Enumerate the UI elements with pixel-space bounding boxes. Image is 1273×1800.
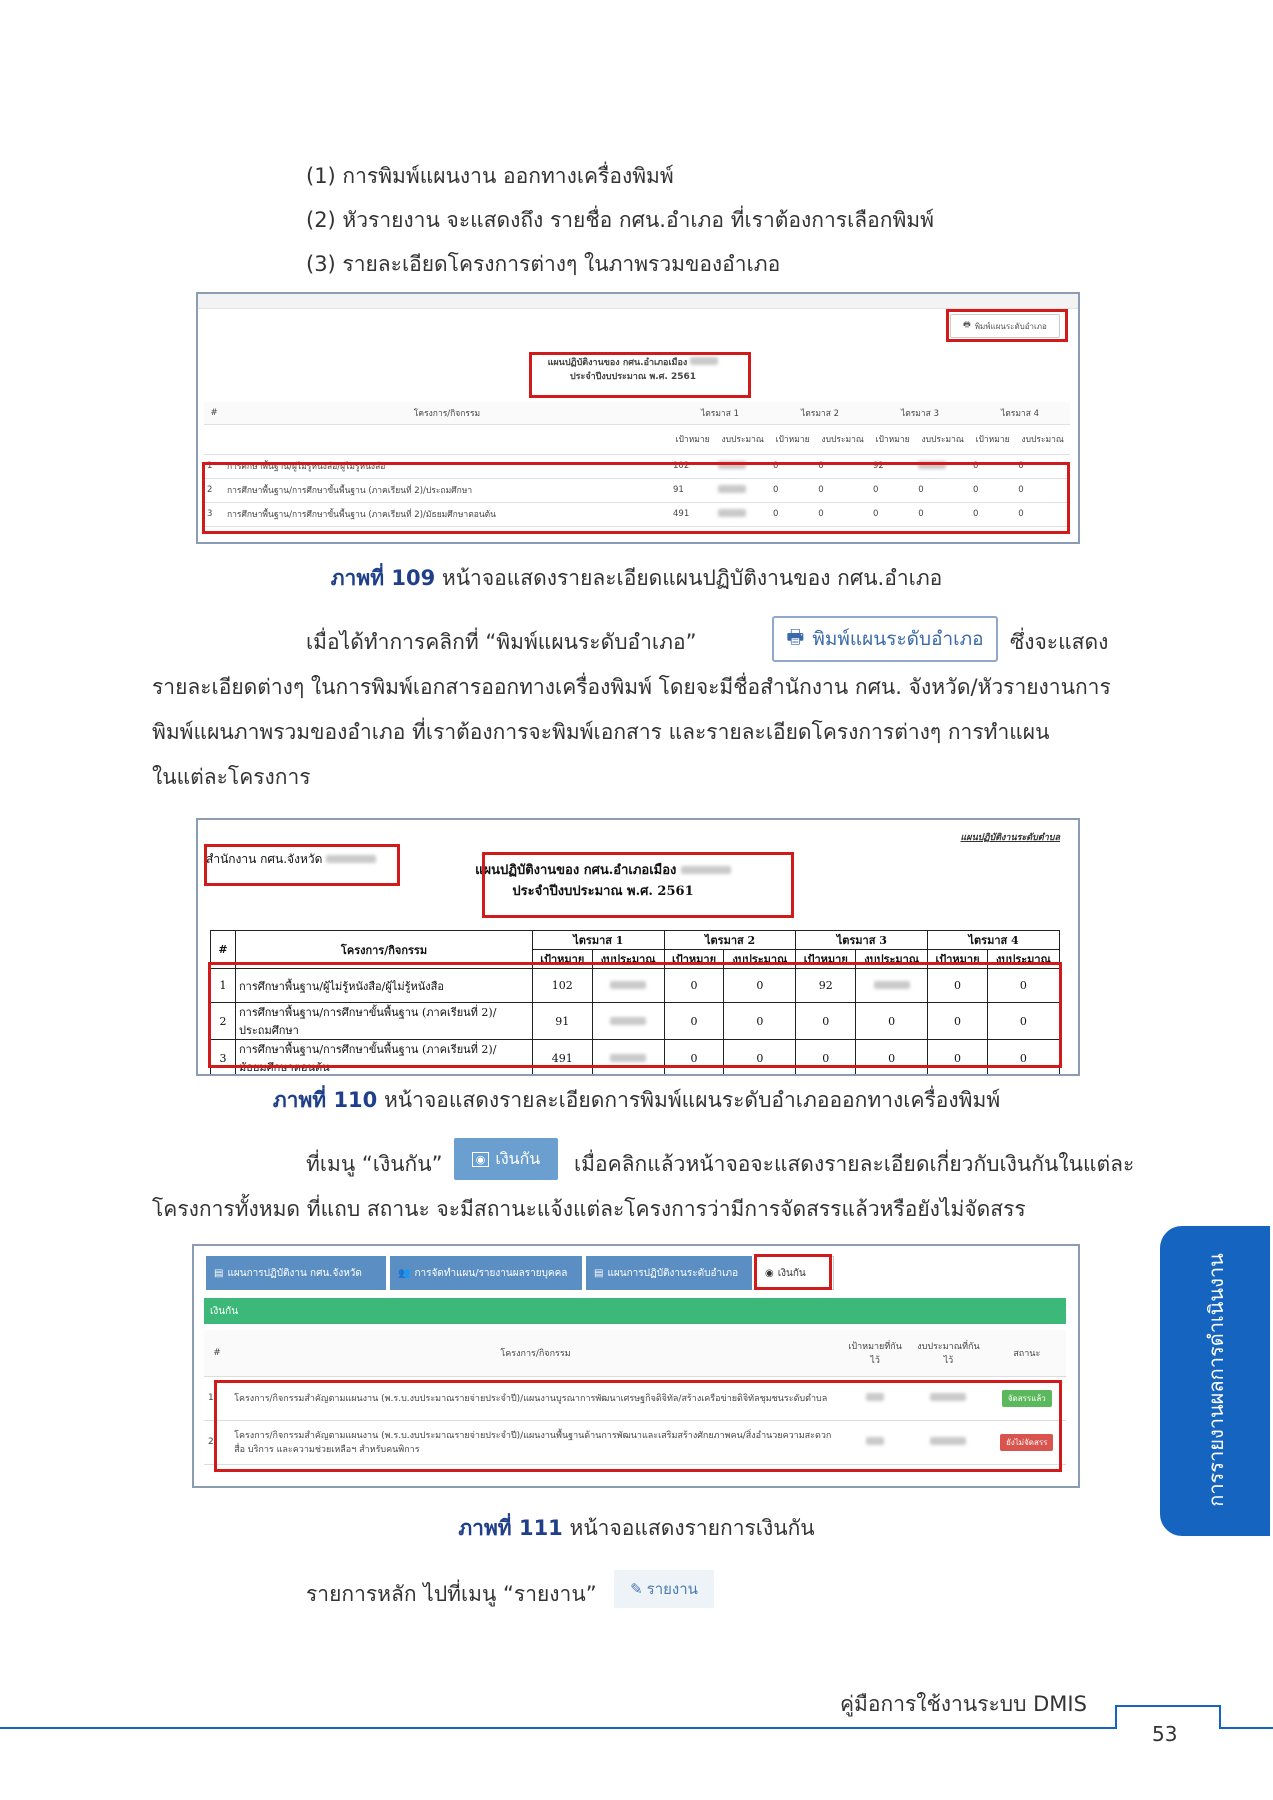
money-icon: ◉ bbox=[472, 1152, 490, 1167]
table-row: 1 การศึกษาพื้นฐาน/ผู้ไม่รู้หนังสือ/ผู้ไม่รู้หนังสือ 102 0 0 92 0 0 bbox=[211, 969, 1060, 1003]
pencil-icon: ✎ bbox=[630, 1580, 643, 1598]
para1-line4: ในแต่ละโครงการ bbox=[152, 765, 311, 789]
status-badge: ยังไม่จัดสรร bbox=[1000, 1434, 1053, 1451]
fig109-header-line2: ประจำปีงบประมาณ พ.ศ. 2561 bbox=[569, 372, 697, 382]
fig109-header-line1: แผนปฏิบัติงานของ กศน.อำเภอเมือง bbox=[498, 356, 768, 370]
print-plan-inline-button[interactable]: 🖶 พิมพ์แผนระดับอำเภอ bbox=[772, 616, 998, 662]
para1-part1: เมื่อได้ทำการคลิกที่ “พิมพ์แผนระดับอำเภอ” bbox=[306, 630, 697, 654]
para1-line3: พิมพ์แผนภาพรวมของอำเภอ ที่เราต้องการจะพิมพ์เอกสาร และรายละเอียดโครงการต่างๆ การทำแผน bbox=[152, 720, 1050, 744]
print-plan-button[interactable]: 🖶 พิมพ์แผนระดับอำเภอ bbox=[950, 314, 1060, 338]
printer-icon: 🖶 bbox=[963, 320, 971, 329]
money-icon: ◉ bbox=[765, 1267, 774, 1279]
caption-109: ภาพที่ 109 หน้าจอแสดงรายละเอียดแผนปฏิบัติงานของ กศน.อำเภอ bbox=[330, 566, 943, 590]
tab-district-plan[interactable]: ▤ แผนการปฏิบัติงานระดับอำเภอ bbox=[586, 1256, 752, 1290]
footer-title: คู่มือการใช้งานระบบ DMIS bbox=[840, 1692, 1087, 1716]
page-number: 53 bbox=[1152, 1722, 1178, 1746]
figure-110: แผนปฏิบัติงานระดับตำบล สำนักงาน กศน.จังหวัด แผนปฏิบัติงานของ กศน.อำเภอเมือง ประจำปีงบประมาณ พ.ศ. 2561 # โครงการ/กิจกรรม ไตรมาส 1 ไตรมาส 2 ไตรมาส 3 ไตรมาส 4 เป้าหมาย งบประมาณ เป้าหมาย งบประมาณ เป้าหมาย งบประมาณ เป้าหมาย งบประมาณ 1 การศึกษาพื้นฐาน/ผู้ไม่รู้หนังสือ/ผู้ไม่รู้หนังสือ 102 0 0 92 0 0 2 การศึกษาพื้นฐาน/การศึกษาขั้นพื้นฐาน (ภาคเรียนที่ 2)/ประถมศึกษา 91 0 0 0 0 0 0 3 การศึกษาพื้นฐาน/การศึกษาขั้นพื้นฐาน (ภาคเรียนที่ 2)/มัธยมศึกษาตอนต้น 491 0 0 0 0 0 0 bbox=[196, 818, 1080, 1076]
tab-province-plan[interactable]: ▤ แผนการปฏิบัติงาน กศน.จังหวัด bbox=[206, 1256, 386, 1290]
para1-part2: ซึ่งจะแสดง bbox=[1010, 630, 1109, 654]
list-item-2: (2) หัวรายงาน จะแสดงถึง รายชื่อ กศน.อำเภอ ที่เราต้องการเลือกพิมพ์ bbox=[306, 208, 934, 232]
para2-part2: เมื่อคลิกแล้วหน้าจอจะแสดงรายละเอียดเกี่ยวกับเงินกันในแต่ละ bbox=[574, 1152, 1135, 1176]
fig110-header-line2: ประจำปีงบประมาณ พ.ศ. 2561 bbox=[512, 884, 694, 899]
list-item-1: (1) การพิมพ์แผนงาน ออกทางเครื่องพิมพ์ bbox=[306, 164, 674, 188]
para1-line2: รายละเอียดต่างๆ ในการพิมพ์เอกสารออกทางเครื่องพิมพ์ โดยจะมีชื่อสำนักงาน กศน. จังหวัด/หัวรายงานการ bbox=[152, 675, 1111, 699]
side-tab-label: การรายงานผลการดำเนินงาน bbox=[1204, 1253, 1228, 1507]
table-row: 1 การศึกษาพื้นฐาน/ผู้ไม่รู้หนังสือ/ผู้ไม่รู้หนังสือ 102 0 0 92 0 0 bbox=[204, 454, 1070, 478]
caption-111: ภาพที่ 111 หน้าจอแสดงรายการเงินกัน bbox=[458, 1516, 815, 1540]
report-menu-button[interactable]: ✎ รายงาน bbox=[614, 1570, 714, 1608]
table-row: 1 โครงการ/กิจกรรมสำคัญตามแผนงาน (พ.ร.บ.งบประมาณรายจ่ายประจำปี)/แผนงานบูรณาการพัฒนาเศรษฐกิจดิจิทัล/สร้างเครือข่ายดิจิทัลชุมชนระดับตำบล จัดสรรแล้ว bbox=[204, 1376, 1066, 1420]
fig109-table: # โครงการ/กิจกรรม ไตรมาส 1 ไตรมาส 2 ไตรมาส 3 ไตรมาส 4 เป้าหมาย งบประมาณ เป้าหมาย งบประมาณ เป้าหมาย งบประมาณ เป้าหมาย งบประมาณ 1 การศึกษาพื้นฐาน/ผู้ไม่รู้หนังสือ/ผู้ไม่รู้หนังสือ 102 0 0 92 0 0 2 การศึกษาพื้นฐาน/การศึกษาขั้นพื้นฐาน (ภาคเรียนที่ 2)/ประถมศึกษา 91 0 0 0 0 0 0 3 การศึกษาพื้นฐาน/การศึกษาขั้นพื้นฐาน (ภาคเรียนที่ 2)/มัธยมศึกษาตอนต้น 491 0 0 0 0 0 0 bbox=[204, 402, 1070, 527]
para2-line2: โครงการทั้งหมด ที่แถบ สถานะ จะมีสถานะแจ้งแต่ละโครงการว่ามีการจัดสรรแล้วหรือยังไม่จัดสรร bbox=[152, 1197, 1026, 1221]
table-row: 3 การศึกษาพื้นฐาน/การศึกษาขั้นพื้นฐาน (ภาคเรียนที่ 2)/มัธยมศึกษาตอนต้น 491 0 0 0 0 0 0 bbox=[211, 1040, 1060, 1077]
table-row: 2 การศึกษาพื้นฐาน/การศึกษาขั้นพื้นฐาน (ภาคเรียนที่ 2)/ประถมศึกษา 91 0 0 0 0 0 0 bbox=[211, 1003, 1060, 1040]
tab-personal-report[interactable]: 👥 การจัดทำแผน/รายงานผลรายบุคคล bbox=[390, 1256, 582, 1290]
card-icon: ▤ bbox=[214, 1267, 224, 1279]
fig110-office: สำนักงาน กศน.จังหวัด bbox=[206, 850, 376, 869]
table-row: 2 โครงการ/กิจกรรมสำคัญตามแผนงาน (พ.ร.บ.งบประมาณรายจ่ายประจำปี)/แผนงานพื้นฐานด้านการพัฒนาและเสริมสร้างศักยภาพคน/สิ่งอำนวยความสะดวก สื่อ บริการ และความช่วยเหลือฯ สำหรับคนพิการ ยังไม่จัดสรร bbox=[204, 1420, 1066, 1464]
users-icon: 👥 bbox=[398, 1267, 411, 1279]
table-row: 3 การศึกษาพื้นฐาน/การศึกษาขั้นพื้นฐาน (ภาคเรียนที่ 2)/มัธยมศึกษาตอนต้น 491 0 0 0 0 0 0 bbox=[204, 502, 1070, 526]
fig110-table: # โครงการ/กิจกรรม ไตรมาส 1 ไตรมาส 2 ไตรมาส 3 ไตรมาส 4 เป้าหมาย งบประมาณ เป้าหมาย งบประมาณ เป้าหมาย งบประมาณ เป้าหมาย งบประมาณ 1 การศึกษาพื้นฐาน/ผู้ไม่รู้หนังสือ/ผู้ไม่รู้หนังสือ 102 0 0 92 0 0 2 การศึกษาพื้นฐาน/การศึกษาขั้นพื้นฐาน (ภาคเรียนที่ 2)/ประถมศึกษา 91 0 0 0 0 0 0 3 การศึกษาพื้นฐาน/การศึกษาขั้นพื้นฐาน (ภาคเรียนที่ 2)/มัธยมศึกษาตอนต้น 491 0 0 0 0 0 0 bbox=[210, 930, 1060, 1076]
fig110-header-line1: แผนปฏิบัติงานของ กศน.อำเภอเมือง bbox=[458, 860, 748, 881]
caption-110: ภาพที่ 110 หน้าจอแสดงรายละเอียดการพิมพ์แผนระดับอำเภอออกทางเครื่องพิมพ์ bbox=[272, 1088, 1001, 1112]
card-icon: ▤ bbox=[594, 1267, 604, 1279]
figure-109 bbox=[196, 292, 1080, 544]
tab-reserve-fund[interactable]: ◉ เงินกัน bbox=[756, 1256, 834, 1290]
section-header: เงินกัน bbox=[204, 1298, 1066, 1324]
para2-part1: ที่เมนู “เงินกัน” bbox=[306, 1152, 443, 1176]
status-badge: จัดสรรแล้ว bbox=[1002, 1390, 1052, 1407]
para3-text: รายการหลัก ไปที่เมนู “รายงาน” bbox=[306, 1582, 597, 1606]
list-item-3: (3) รายละเอียดโครงการต่างๆ ในภาพรวมของอำเภอ bbox=[306, 252, 781, 276]
footer-line bbox=[0, 1700, 1273, 1760]
reserve-fund-inline-button[interactable]: ◉ เงินกัน bbox=[454, 1138, 558, 1180]
fig111-table: # โครงการ/กิจกรรม เป้าหมายที่กันไว้ งบประมาณที่กันไว้ สถานะ 1 โครงการ/กิจกรรมสำคัญตามแผนงาน (พ.ร.บ.งบประมาณรายจ่ายประจำปี)/แผนงานบูรณาการพัฒนาเศรษฐกิจดิจิทัล/สร้างเครือข่ายดิจิทัลชุมชนระดับตำบล จัดสรรแล้ว 2 โครงการ/กิจกรรมสำคัญตามแผนงาน (พ.ร.บ.งบประมาณรายจ่ายประจำปี)/แผนงานพื้นฐานด้านการพัฒนาและเสริมสร้างศักยภาพคน/สิ่งอำนวยความสะดวก สื่อ บริการ และความช่วยเหลือฯ สำหรับคนพิการ ยังไม่จัดสรร bbox=[204, 1330, 1066, 1465]
printer-icon: 🖶 bbox=[786, 626, 805, 648]
figure-111 bbox=[192, 1244, 1080, 1488]
table-row: 2 การศึกษาพื้นฐาน/การศึกษาขั้นพื้นฐาน (ภาคเรียนที่ 2)/ประถมศึกษา 91 0 0 0 0 0 0 bbox=[204, 478, 1070, 502]
